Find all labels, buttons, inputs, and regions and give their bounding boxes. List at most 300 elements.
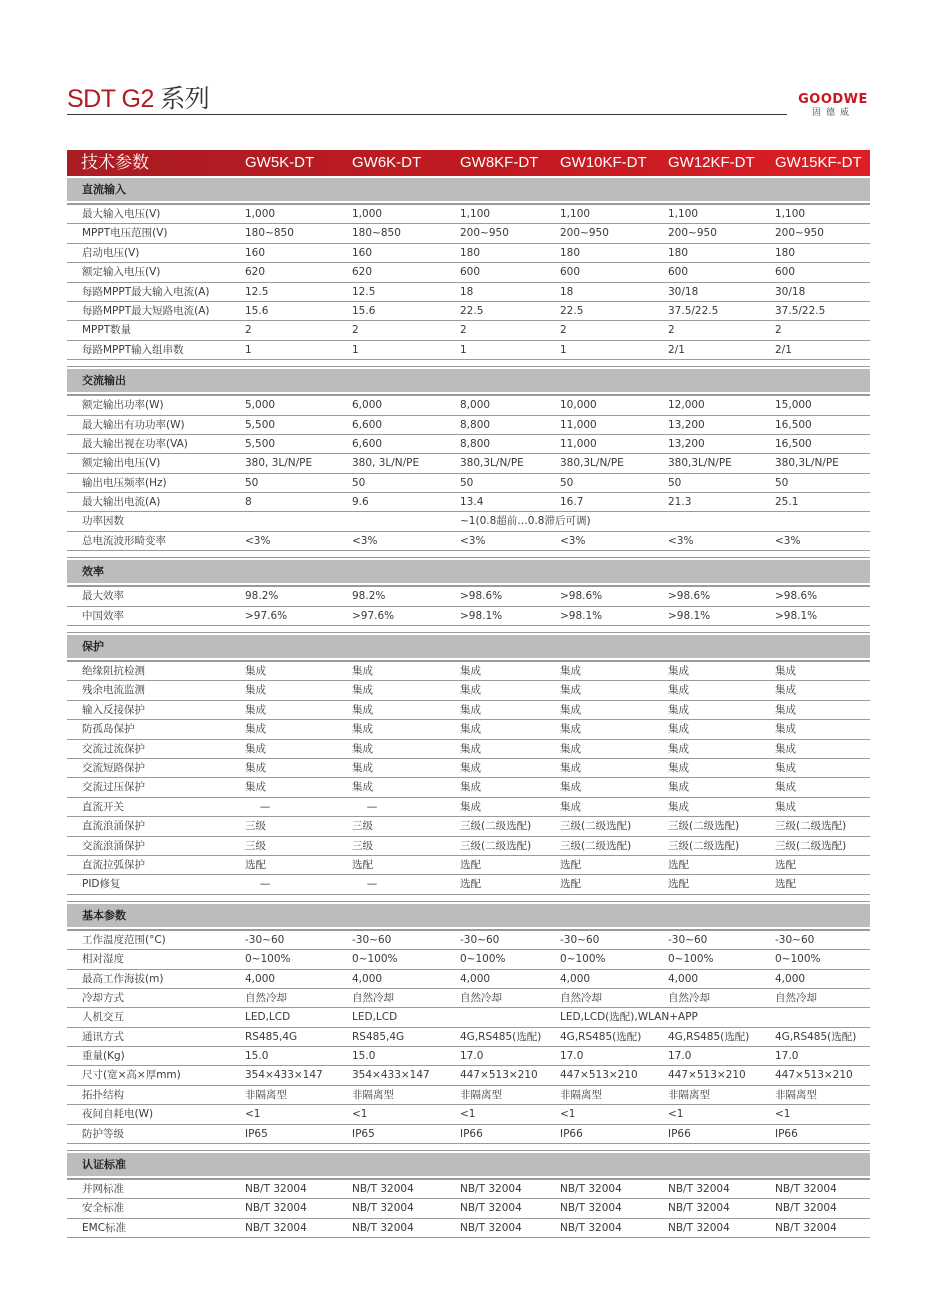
table-row [67, 759, 870, 778]
row-label: 功率因数 [82, 515, 124, 528]
cell-value: <3% [668, 534, 694, 547]
logo-brand: GOODWE [798, 92, 868, 107]
row-label: 直流拉弧保护 [82, 858, 145, 871]
cell-value: 非隔离型 [560, 1088, 602, 1101]
row-label: EMC标准 [82, 1221, 127, 1234]
cell-value: 集成 [245, 781, 266, 794]
table-row [67, 435, 870, 454]
cell-value: 0~100% [352, 953, 398, 966]
cell-value: 4,000 [775, 972, 806, 985]
cell-value: 集成 [352, 723, 373, 736]
cell-value: 集成 [560, 665, 581, 678]
cell-value: 集成 [352, 684, 373, 697]
cell-value: <1 [460, 1108, 476, 1121]
cell-value: 354×433×147 [245, 1069, 323, 1082]
cell-value: 集成 [352, 781, 373, 794]
cell-value: -30~60 [668, 933, 708, 946]
cell-value: 三级 [352, 839, 373, 852]
cell-value: 非隔离型 [352, 1088, 394, 1101]
cell-value: 非隔离型 [668, 1088, 710, 1101]
cell-value: 集成 [668, 723, 689, 736]
cell-value: 三级(二级选配) [775, 820, 847, 833]
cell-value: 2 [560, 324, 567, 337]
cell-value: 200~950 [668, 227, 717, 240]
cell-value: 98.2% [245, 590, 279, 603]
cell-value: 集成 [775, 684, 796, 697]
row-label: MPPT电压范围(V) [82, 227, 168, 240]
table-row [67, 586, 870, 606]
header-model: GW10KF-DT [560, 154, 647, 171]
cell-value: 自然冷却 [668, 991, 710, 1004]
row-label: 夜间自耗电(W) [82, 1108, 154, 1121]
cell-value: 4G,RS485(选配) [668, 1030, 750, 1043]
cell-value: 10,000 [560, 399, 597, 412]
cell-value: 5,500 [245, 418, 276, 431]
cell-value: 选配 [460, 878, 481, 891]
row-label: 残余电流监测 [82, 684, 145, 697]
cell-value: 0~100% [668, 953, 714, 966]
cell-value: 集成 [460, 800, 481, 813]
cell-value: 1,100 [668, 208, 699, 220]
cell-value: NB/T 32004 [668, 1221, 730, 1234]
cell-value: 集成 [560, 781, 581, 794]
cell-value: 17.0 [668, 1050, 692, 1063]
cell-value: 50 [352, 476, 366, 489]
cell-value: 集成 [775, 781, 796, 794]
cell-value: 集成 [245, 723, 266, 736]
row-label: 拓扑结构 [82, 1088, 124, 1101]
table-row [67, 817, 870, 836]
cell-value: 选配 [460, 858, 481, 871]
cell-value: 三级(二级选配) [560, 839, 632, 852]
cell-value: 集成 [460, 703, 481, 716]
cell-value: >98.6% [668, 590, 711, 603]
cell-value: >97.6% [352, 609, 395, 622]
cell-value: IP65 [352, 1127, 375, 1140]
cell-value: 三级 [352, 820, 373, 833]
cell-value: >98.1% [460, 609, 503, 622]
row-label: 最大输出有功功率(W) [82, 418, 185, 431]
cell-value: LED,LCD(选配),WLAN+APP [560, 1011, 698, 1024]
section-rows [67, 203, 870, 360]
cell-value: 13.4 [460, 496, 484, 509]
section-title: 效率 [82, 565, 104, 579]
row-label: 交流短路保护 [82, 761, 145, 774]
cell-value: 选配 [668, 858, 689, 871]
cell-value: 集成 [668, 761, 689, 774]
cell-value: 2 [775, 324, 782, 337]
table-row [67, 1008, 870, 1027]
cell-value: 三级(二级选配) [460, 839, 532, 852]
cell-value: 三级(二级选配) [668, 839, 740, 852]
cell-value: 380,3L/N/PE [775, 457, 839, 470]
cell-value: 0~100% [245, 953, 291, 966]
cell-value: >98.1% [668, 609, 711, 622]
cell-value: 4,000 [245, 972, 276, 985]
cell-value: <3% [245, 534, 271, 547]
cell-value: 集成 [245, 703, 266, 716]
cell-value: 600 [460, 266, 481, 279]
row-label: 安全标准 [82, 1202, 124, 1215]
row-label: 每路MPPT最大输入电流(A) [82, 285, 210, 298]
table-row [67, 493, 870, 512]
cell-value: 集成 [245, 665, 266, 678]
table-row [67, 661, 870, 681]
cell-value: 集成 [560, 800, 581, 813]
cell-value: 18 [560, 285, 574, 298]
row-label: 每路MPPT输入组串数 [82, 343, 184, 356]
row-label: 直流浪涌保护 [82, 820, 145, 833]
cell-value: 447×513×210 [460, 1069, 538, 1082]
cell-value: — [259, 878, 271, 891]
cell-value: 集成 [775, 761, 796, 774]
cell-value: 集成 [560, 703, 581, 716]
cell-value: 50 [775, 476, 789, 489]
cell-value: 集成 [668, 665, 689, 678]
cell-value: 2 [460, 324, 467, 337]
cell-value: 三级 [245, 820, 266, 833]
cell-value: 18 [460, 285, 474, 298]
cell-value: 4,000 [560, 972, 591, 985]
table-row [67, 1179, 870, 1199]
header-model: GW6K-DT [352, 154, 422, 171]
table-row [67, 1125, 870, 1144]
cell-value: 2/1 [775, 343, 792, 356]
section-header-dc-input [67, 178, 870, 203]
cell-value: 620 [245, 266, 266, 279]
row-label: 人机交互 [82, 1011, 124, 1024]
cell-value: 选配 [352, 858, 373, 871]
cell-value: 集成 [560, 684, 581, 697]
table-row [67, 681, 870, 700]
cell-value: <1 [352, 1108, 368, 1121]
row-label: 额定输入电压(V) [82, 266, 161, 279]
cell-value: 12.5 [245, 285, 269, 298]
cell-value: 选配 [560, 878, 581, 891]
cell-value: 集成 [668, 703, 689, 716]
table-row [67, 395, 870, 415]
cell-value: 非隔离型 [775, 1088, 817, 1101]
cell-value: 1 [460, 343, 467, 356]
cell-value: 180 [560, 246, 581, 259]
cell-value: 17.0 [560, 1050, 584, 1063]
cell-value: 4,000 [668, 972, 699, 985]
row-label: 最大效率 [82, 590, 124, 603]
section-header-efficiency [67, 560, 870, 585]
cell-value: NB/T 32004 [352, 1183, 414, 1196]
cell-value: 1,100 [775, 208, 806, 220]
row-label: 绝缘阻抗检测 [82, 665, 145, 678]
cell-value: 8,000 [460, 399, 491, 412]
cell-value: 447×513×210 [775, 1069, 853, 1082]
cell-value: 4G,RS485(选配) [460, 1030, 542, 1043]
cell-value: 11,000 [560, 418, 597, 431]
header-model: GW15KF-DT [775, 154, 862, 171]
section-gap [67, 360, 870, 367]
cell-value: >98.1% [775, 609, 818, 622]
cell-value: 98.2% [352, 590, 386, 603]
cell-value: NB/T 32004 [352, 1221, 414, 1234]
logo-cn: 固德威 [811, 108, 854, 118]
cell-value: 15,000 [775, 399, 812, 412]
section-title: 交流输出 [82, 374, 126, 388]
cell-value: 集成 [245, 684, 266, 697]
table-row [67, 875, 870, 894]
cell-value: 5,000 [245, 399, 276, 412]
cell-value: >98.6% [560, 590, 603, 603]
cell-value: 三级 [245, 839, 266, 852]
table-row [67, 701, 870, 720]
cell-value: 2 [245, 324, 252, 337]
cell-value: 选配 [560, 858, 581, 871]
row-label: 防护等级 [82, 1127, 124, 1140]
cell-value: <3% [460, 534, 486, 547]
title-series-name: SDT G2 [67, 85, 154, 113]
cell-value: 180~850 [352, 227, 401, 240]
cell-value: 集成 [668, 742, 689, 755]
cell-value: <3% [775, 534, 801, 547]
cell-value: 160 [352, 246, 373, 259]
cell-value: 16.7 [560, 496, 584, 509]
section-title: 直流输入 [82, 183, 126, 196]
cell-value: 380, 3L/N/PE [352, 457, 420, 470]
cell-value: 0~100% [560, 953, 606, 966]
cell-value: 集成 [352, 703, 373, 716]
header-model: GW8KF-DT [460, 154, 539, 171]
row-label: 工作温度范围(°C) [82, 933, 166, 946]
section-gap [67, 551, 870, 558]
cell-value: 447×513×210 [560, 1069, 638, 1082]
cell-value: 0~100% [460, 953, 506, 966]
spec-table [67, 150, 870, 1238]
cell-value: 4,000 [352, 972, 383, 985]
cell-value: 200~950 [560, 227, 609, 240]
cell-value: 集成 [775, 800, 796, 813]
cell-value: -30~60 [245, 933, 285, 946]
row-label: 额定输出功率(W) [82, 399, 164, 412]
table-row [67, 263, 870, 282]
cell-value: — [366, 800, 378, 813]
cell-value: NB/T 32004 [460, 1202, 522, 1215]
header-model: GW12KF-DT [668, 154, 755, 171]
cell-value: 600 [668, 266, 689, 279]
cell-value: 集成 [560, 761, 581, 774]
cell-value: — [259, 800, 271, 813]
table-row [67, 1028, 870, 1047]
cell-value: 200~950 [775, 227, 824, 240]
cell-value: NB/T 32004 [460, 1183, 522, 1196]
cell-value: 自然冷却 [460, 991, 502, 1004]
table-row [67, 416, 870, 435]
cell-value: 0~100% [775, 953, 821, 966]
row-label: 交流过流保护 [82, 742, 145, 755]
table-row [67, 856, 870, 875]
cell-value: 选配 [775, 858, 796, 871]
cell-value: 15.0 [352, 1050, 376, 1063]
cell-value: 160 [245, 246, 266, 259]
table-body [67, 178, 870, 1238]
table-row [67, 930, 870, 950]
cell-value: 17.0 [460, 1050, 484, 1063]
table-row [67, 1105, 870, 1124]
cell-value: 集成 [668, 800, 689, 813]
cell-value: 354×433×147 [352, 1069, 430, 1082]
title-divider [67, 114, 787, 115]
cell-value: 16,500 [775, 437, 812, 450]
table-row [67, 244, 870, 263]
cell-value: 集成 [560, 742, 581, 755]
cell-value: -30~60 [775, 933, 815, 946]
cell-value: 选配 [245, 858, 266, 871]
table-row [67, 1086, 870, 1105]
cell-value: 15.0 [245, 1050, 269, 1063]
cell-value: 50 [668, 476, 682, 489]
section-rows [67, 394, 870, 551]
cell-value: 2/1 [668, 343, 685, 356]
cell-value: 50 [245, 476, 259, 489]
cell-value: 集成 [460, 665, 481, 678]
cell-value: <1 [775, 1108, 791, 1121]
cell-value: 5,500 [245, 437, 276, 450]
cell-value: 12.5 [352, 285, 376, 298]
cell-value: >97.6% [245, 609, 288, 622]
cell-value: -30~60 [560, 933, 600, 946]
cell-value: 8,800 [460, 437, 491, 450]
cell-value: IP66 [775, 1127, 798, 1140]
cell-value: 1,000 [245, 208, 276, 220]
cell-value: 30/18 [775, 285, 806, 298]
cell-value: 8 [245, 496, 252, 509]
cell-value: 180 [668, 246, 689, 259]
cell-value: NB/T 32004 [775, 1221, 837, 1234]
table-row [67, 1047, 870, 1066]
cell-value: 1,100 [560, 208, 591, 220]
header-model: GW5K-DT [245, 154, 315, 171]
table-row [67, 1066, 870, 1085]
cell-value: 380,3L/N/PE [560, 457, 624, 470]
cell-value: 集成 [775, 665, 796, 678]
section-header-certification [67, 1153, 870, 1178]
title-series-suffix: 系列 [160, 85, 210, 113]
cell-value: 集成 [460, 781, 481, 794]
cell-value: 15.6 [245, 304, 269, 317]
row-label: 尺寸(宽×高×厚mm) [82, 1069, 181, 1082]
section-title: 保护 [82, 640, 104, 654]
section-header-ac-output [67, 369, 870, 394]
table-row [67, 607, 870, 626]
cell-value: 集成 [560, 723, 581, 736]
row-label: 冷却方式 [82, 991, 124, 1004]
section-gap [67, 895, 870, 902]
row-label: 直流开关 [82, 800, 124, 813]
cell-value: LED,LCD [245, 1011, 291, 1024]
cell-value: LED,LCD [352, 1011, 398, 1024]
table-row [67, 454, 870, 473]
row-label: 输出电压频率(Hz) [82, 476, 167, 489]
cell-value: 三级(二级选配) [560, 820, 632, 833]
row-label: 中国效率 [82, 609, 124, 622]
cell-value: 180 [460, 246, 481, 259]
table-row [67, 321, 870, 340]
section-title: 基本参数 [82, 908, 126, 922]
cell-value: <3% [352, 534, 378, 547]
cell-value: 集成 [775, 703, 796, 716]
cell-value: 180~850 [245, 227, 294, 240]
cell-value: 30/18 [668, 285, 699, 298]
cell-value: >98.6% [460, 590, 503, 603]
cell-value: 380,3L/N/PE [460, 457, 524, 470]
cell-value: 4,000 [460, 972, 491, 985]
cell-value: 三级(二级选配) [668, 820, 740, 833]
cell-value: 600 [775, 266, 796, 279]
cell-value: 集成 [245, 742, 266, 755]
cell-value: 380, 3L/N/PE [245, 457, 313, 470]
cell-value: RS485,4G [352, 1030, 405, 1043]
cell-value: -30~60 [352, 933, 392, 946]
cell-value: NB/T 32004 [560, 1202, 622, 1215]
cell-value: 50 [560, 476, 574, 489]
cell-value: 9.6 [352, 496, 369, 509]
table-row [67, 302, 870, 321]
cell-value: 1,100 [460, 208, 491, 220]
row-label: 相对湿度 [82, 953, 124, 966]
cell-value: 集成 [775, 742, 796, 755]
cell-value: 13,200 [668, 437, 705, 450]
cell-value: 600 [560, 266, 581, 279]
table-row [67, 512, 870, 531]
cell-value: 自然冷却 [245, 991, 287, 1004]
cell-value: 1 [245, 343, 252, 356]
table-row [67, 950, 870, 969]
row-label: 最大输入电压(V) [82, 208, 161, 220]
cell-value: 集成 [460, 684, 481, 697]
cell-value: RS485,4G [245, 1030, 298, 1043]
table-row [67, 532, 870, 551]
cell-value: NB/T 32004 [668, 1202, 730, 1215]
row-label: 重量(Kg) [82, 1050, 125, 1063]
cell-value: 三级(二级选配) [775, 839, 847, 852]
cell-value: <1 [668, 1108, 684, 1121]
cell-value: 22.5 [560, 304, 584, 317]
section-header-protection [67, 635, 870, 660]
cell-value: NB/T 32004 [245, 1221, 307, 1234]
cell-value: 集成 [460, 761, 481, 774]
cell-value: NB/T 32004 [775, 1202, 837, 1215]
section-rows [67, 929, 870, 1144]
section-gap [67, 1144, 870, 1151]
cell-value: -30~60 [460, 933, 500, 946]
cell-value: NB/T 32004 [352, 1202, 414, 1215]
section-gap [67, 626, 870, 633]
section-rows [67, 660, 870, 895]
cell-value: 37.5/22.5 [775, 304, 826, 317]
row-label: 并网标准 [82, 1183, 124, 1196]
cell-value: 16,500 [775, 418, 812, 431]
cell-value: IP66 [460, 1127, 483, 1140]
cell-value: 200~950 [460, 227, 509, 240]
table-row [67, 798, 870, 817]
table-row [67, 341, 870, 360]
cell-value: 620 [352, 266, 373, 279]
table-row [67, 204, 870, 224]
cell-value: 6,000 [352, 399, 383, 412]
cell-value: <3% [560, 534, 586, 547]
table-row [67, 740, 870, 759]
section-rows [67, 1178, 870, 1238]
row-label: 每路MPPT最大短路电流(A) [82, 304, 210, 317]
table-row [67, 283, 870, 302]
cell-value: 6,600 [352, 418, 383, 431]
